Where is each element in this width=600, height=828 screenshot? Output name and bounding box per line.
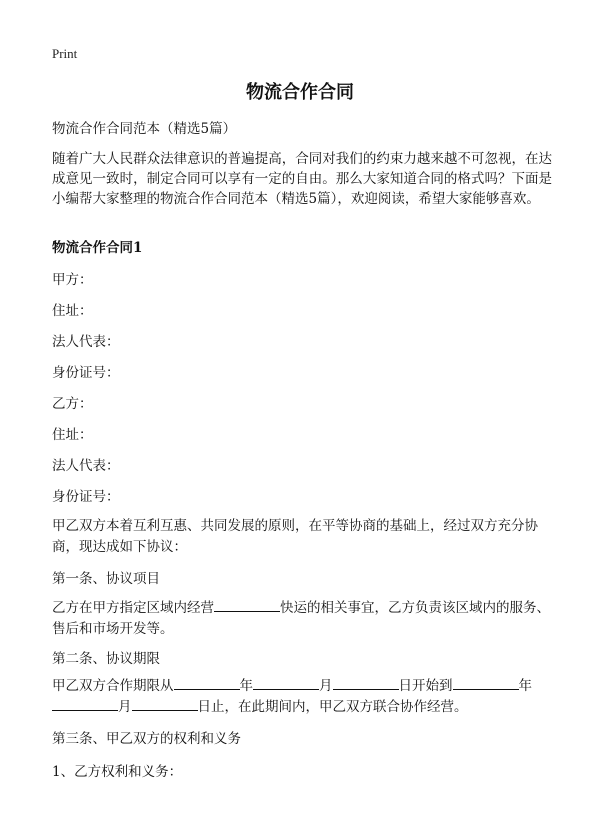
party-a-id-label: 身份证号： xyxy=(52,365,120,381)
document-subtitle: 物流合作合同范本（精选5篇） xyxy=(52,121,237,137)
blank-line xyxy=(253,677,319,690)
article2-paragraph xyxy=(52,676,550,718)
article3-title: 第三条、甲乙双方的权利和义务 xyxy=(52,731,241,747)
blank-line xyxy=(453,677,519,690)
article2-end: 日止，在此期间内，甲乙双方联合协作经营。 xyxy=(197,699,468,715)
article1-paragraph xyxy=(52,598,550,640)
print-label: Print xyxy=(52,46,78,61)
article1-text-a: 乙方在甲方指定区域内经营 xyxy=(52,600,214,616)
article3-item1: 1、乙方权利和义务： xyxy=(52,764,183,780)
article2-start: 日开始到 xyxy=(398,678,453,694)
article1-title: 第一条、协议项目 xyxy=(52,571,160,587)
party-b-label: 乙方： xyxy=(52,396,93,412)
party-a-legal-rep-label: 法人代表： xyxy=(52,334,120,350)
blank-line xyxy=(174,677,240,690)
agreement-intro: 甲乙双方本着互利互惠、共同发展的原则，在平等协商的基础上，经过双方充分协商，现达成如下协议： xyxy=(52,518,538,555)
blank-line xyxy=(333,677,399,690)
party-a-address-label: 住址： xyxy=(52,303,93,319)
blank-line xyxy=(132,698,198,711)
article1-text-b: 快运的相关事宜，乙方负责该区域内的服务、售后和市场开发等。 xyxy=(52,600,550,637)
intro-paragraph: 随着广大人民群众法律意识的普遍提高，合同对我们的约束力越来越不可忽视，在达成意见一致时，制定合同可以享有一定的自由。那么大家知道合同的格式吗？下面是小编帮大家整理的物流合作合同范本（精选5篇），欢迎阅读，希望大家能够喜欢。 xyxy=(52,151,552,207)
party-b-legal-rep-label: 法人代表： xyxy=(52,458,120,474)
party-b-id-label: 身份证号： xyxy=(52,489,120,505)
article2-month-2: 月 xyxy=(118,699,132,715)
article2-year-2: 年 xyxy=(518,678,532,694)
document-title: 物流合作合同 xyxy=(246,82,354,103)
article2-year: 年 xyxy=(239,678,253,694)
article2-title: 第二条、协议期限 xyxy=(52,651,160,667)
blank-line xyxy=(52,698,118,711)
article2-month: 月 xyxy=(319,678,333,694)
party-b-address-label: 住址： xyxy=(52,427,93,443)
section-heading: 物流合作合同1 xyxy=(52,240,143,256)
blank-line xyxy=(214,599,280,612)
party-a-label: 甲方： xyxy=(52,272,93,288)
article2-from: 甲乙双方合作期限从 xyxy=(52,678,174,694)
